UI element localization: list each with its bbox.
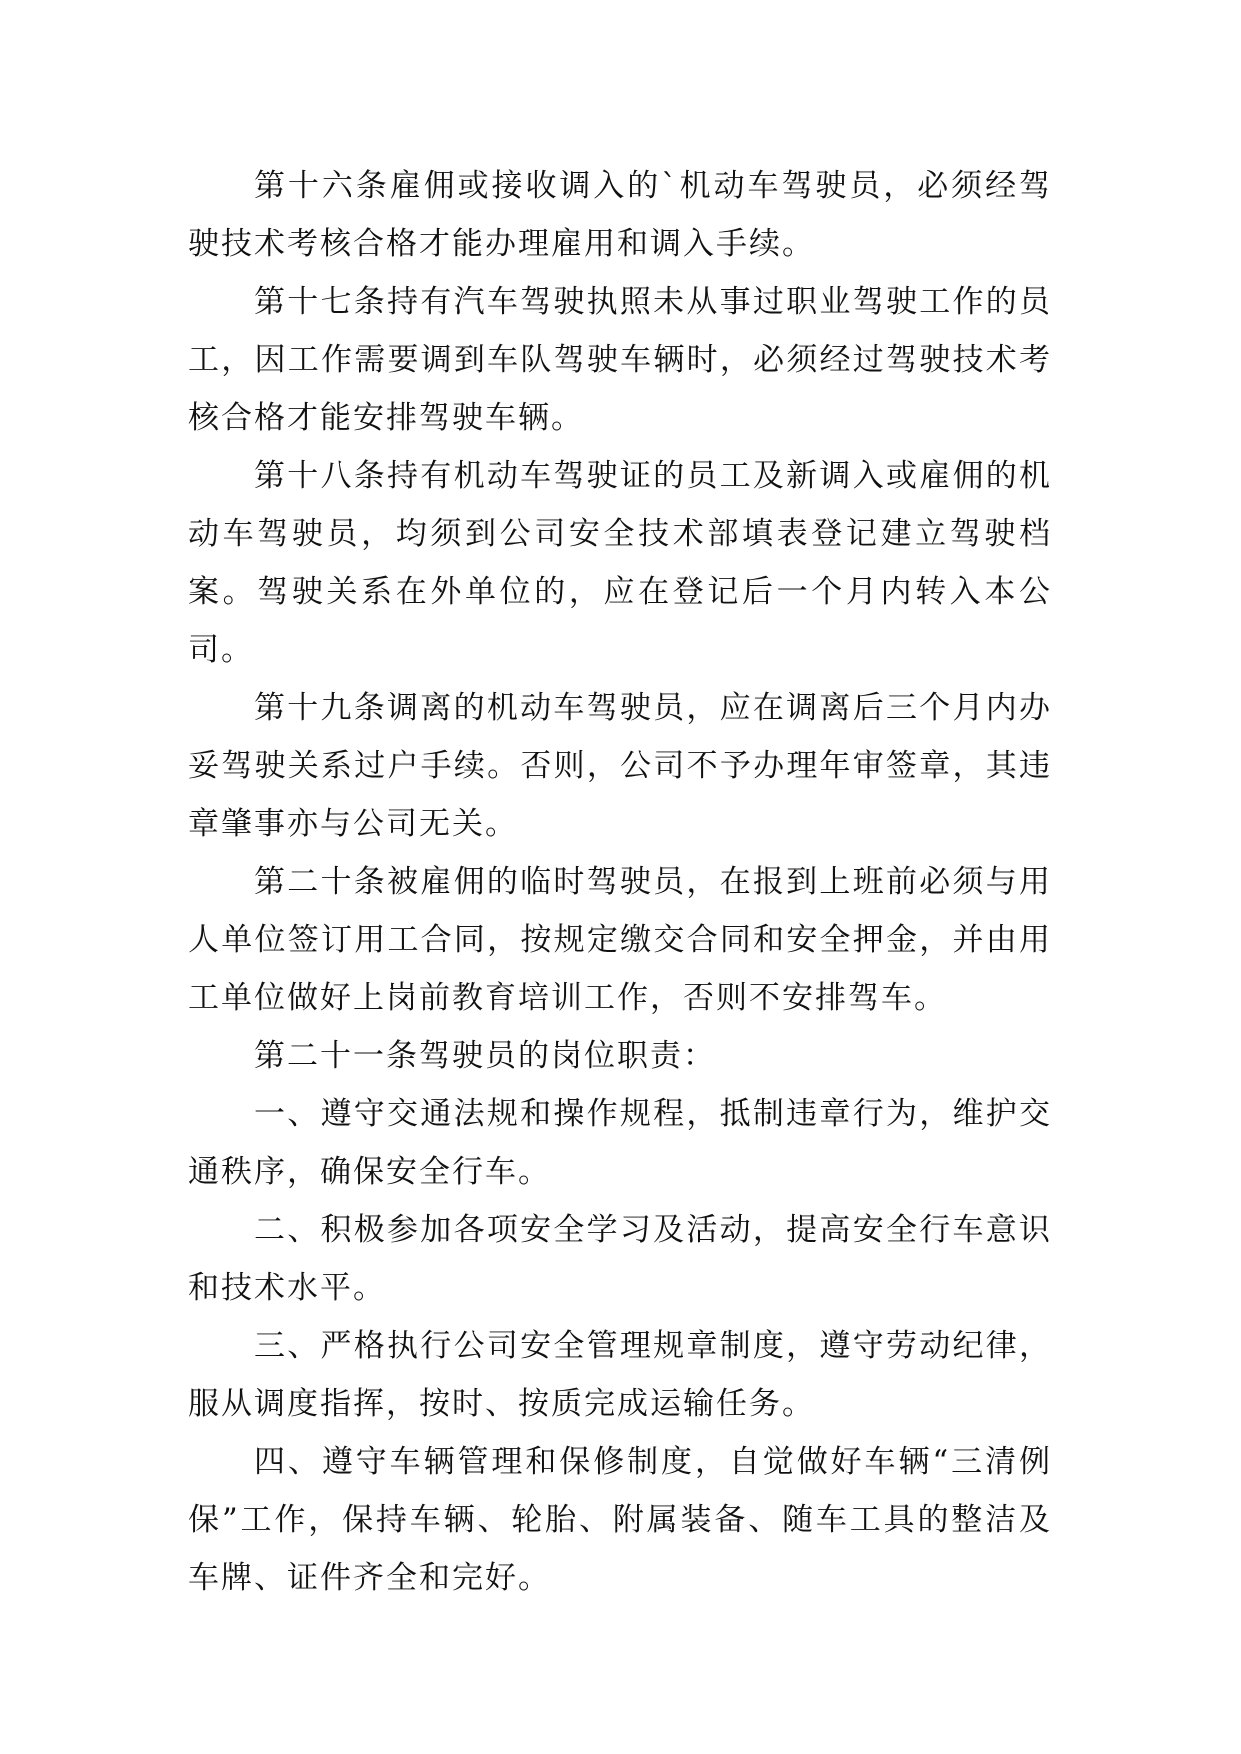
paragraph-duty-4: 四、遵守车辆管理和保修制度，自觉做好车辆“三清例保”工作，保持车辆、轮胎、附属装备、随车工具的整洁及车牌、证件齐全和完好。 bbox=[188, 1444, 1052, 1596]
paragraph-article-18: 第十八条持有机动车驾驶证的员工及新调入或雇佣的机动车驾驶员，均须到公司安全技术部填表登记建立驾驶档案。驾驶关系在外单位的，应在登记后一个月内转入本公司。 bbox=[188, 458, 1052, 668]
document-body bbox=[188, 157, 1052, 1607]
paragraph-article-19: 第十九条调离的机动车驾驶员，应在调离后三个月内办妥驾驶关系过户手续。否则，公司不予办理年审签章，其违章肇事亦与公司无关。 bbox=[188, 690, 1052, 842]
paragraph-article-17: 第十七条持有汽车驾驶执照未从事过职业驾驶工作的员工，因工作需要调到车队驾驶车辆时，必须经过驾驶技术考核合格才能安排驾驶车辆。 bbox=[188, 284, 1052, 436]
paragraph-duty-1: 一、遵守交通法规和操作规程，抵制违章行为，维护交通秩序，确保安全行车。 bbox=[188, 1096, 1052, 1190]
paragraph-article-21: 第二十一条驾驶员的岗位职责： bbox=[254, 1038, 716, 1074]
paragraph-article-16: 第十六条雇佣或接收调入的`机动车驾驶员，必须经驾驶技术考核合格才能办理雇用和调入手续。 bbox=[188, 168, 1052, 262]
paragraph-article-20: 第二十条被雇佣的临时驾驶员，在报到上班前必须与用人单位签订用工合同，按规定缴交合同和安全押金，并由用工单位做好上岗前教育培训工作，否则不安排驾车。 bbox=[188, 864, 1052, 1016]
paragraph-duty-3: 三、严格执行公司安全管理规章制度，遵守劳动纪律，服从调度指挥，按时、按质完成运输任务。 bbox=[188, 1328, 1052, 1422]
paragraph-duty-2: 二、积极参加各项安全学习及活动，提高安全行车意识和技术水平。 bbox=[188, 1212, 1052, 1306]
